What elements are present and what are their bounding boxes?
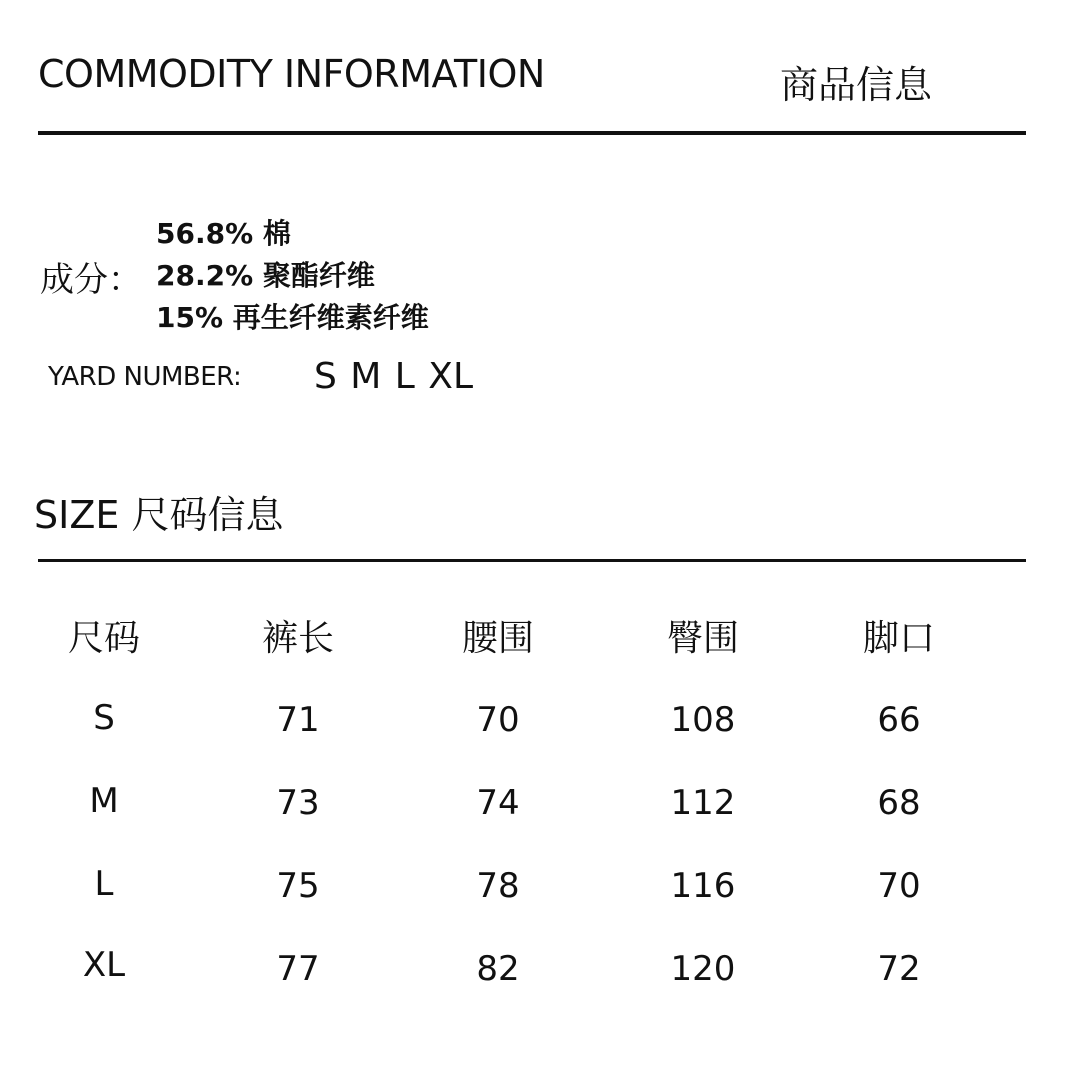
table-header-size: 尺码	[67, 618, 141, 659]
table-cell-hip: 116	[670, 866, 736, 906]
table-cell-waist: 74	[476, 783, 520, 823]
commodity-info-title-cn: 商品信息	[780, 63, 933, 107]
table-cell-size: XL	[82, 945, 126, 985]
composition-line-cellulose: 15% 再生纤维素纤维	[156, 301, 429, 334]
table-header-hip: 臀围	[666, 618, 740, 659]
table-cell-hip: 112	[670, 783, 736, 823]
table-cell-length: 73	[276, 783, 320, 823]
composition-label: 成分：	[40, 260, 142, 300]
table-cell-hem: 66	[877, 700, 921, 740]
table-cell-hem: 70	[877, 866, 921, 906]
table-cell-hip: 108	[670, 700, 736, 740]
table-cell-length: 71	[276, 700, 320, 740]
table-header-length: 裤长	[261, 618, 335, 659]
table-cell-length: 77	[276, 949, 320, 989]
table-cell-length: 75	[276, 866, 320, 906]
table-cell-size: L	[94, 864, 114, 904]
table-cell-hem: 68	[877, 783, 921, 823]
table-header-waist: 腰围	[461, 618, 535, 659]
table-cell-waist: 82	[476, 949, 520, 989]
table-cell-hip: 120	[670, 949, 736, 989]
composition-line-polyester: 28.2% 聚酯纤维	[156, 259, 375, 292]
commodity-info-title: COMMODITY INFORMATION	[38, 52, 545, 96]
yard-number-label: YARD NUMBER:	[48, 362, 242, 392]
table-cell-waist: 70	[476, 700, 520, 740]
table-cell-waist: 78	[476, 866, 520, 906]
table-cell-hem: 72	[877, 949, 921, 989]
composition-line-cotton: 56.8% 棉	[156, 217, 291, 250]
header-divider	[38, 131, 1026, 135]
table-header-hem: 脚口	[862, 618, 936, 659]
yard-number-values: S M L XL	[314, 356, 474, 397]
size-divider	[38, 559, 1026, 562]
table-cell-size: S	[93, 698, 115, 738]
size-section-title: SIZE 尺码信息	[34, 493, 284, 537]
table-cell-size: M	[89, 781, 119, 821]
